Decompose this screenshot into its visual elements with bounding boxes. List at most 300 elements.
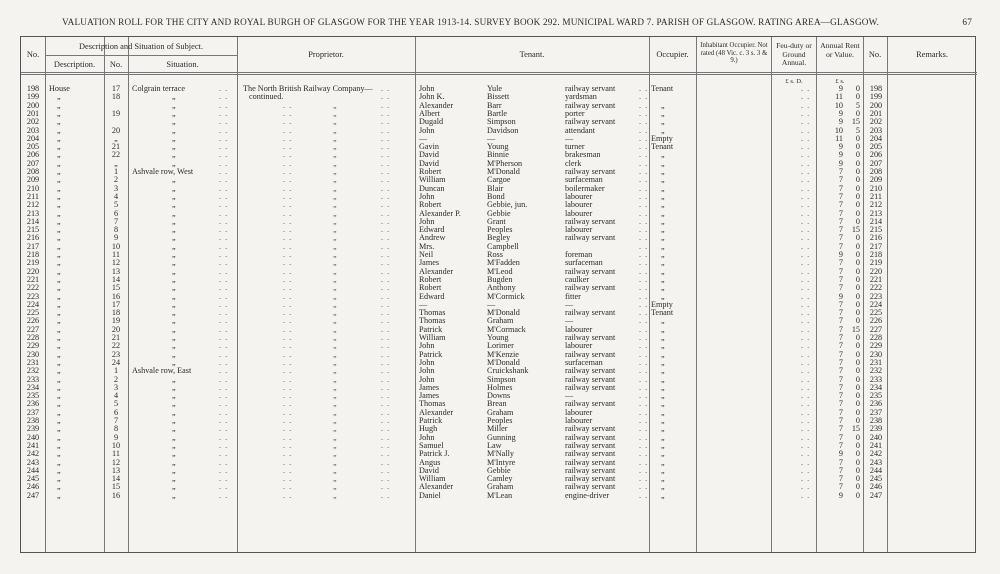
row-occupier: „	[661, 366, 665, 376]
row-occupier: Tenant	[651, 308, 674, 318]
leader-dots: . .	[801, 457, 811, 467]
row-pounds: 7	[838, 407, 843, 417]
table-row	[21, 492, 977, 500]
row-tenant-first-name: John	[419, 432, 435, 442]
leader-dots: . .	[219, 308, 229, 318]
row-tenant-surname: Gebbie	[487, 208, 511, 218]
row-shillings: 0	[855, 416, 860, 425]
row-situation: „	[172, 316, 176, 326]
leader-dots: . .	[219, 175, 229, 185]
row-occupier: „	[661, 341, 665, 351]
row-tenant-surname: M'Kenzie	[487, 349, 519, 359]
row-tenant-occupation: railway servant	[565, 167, 616, 176]
row-situation: „	[172, 299, 176, 309]
row-house-number: 15	[111, 283, 121, 293]
row-occupier: „	[661, 449, 665, 459]
row-no-right: 240	[869, 432, 883, 442]
row-tenant-first-name: Neil	[419, 250, 434, 259]
proprietor-ditto: „	[333, 158, 338, 168]
row-pounds: 7	[838, 283, 843, 293]
row-house-number: 2	[113, 175, 119, 185]
row-occupier: „	[661, 125, 665, 135]
leader-dots: . .	[219, 225, 229, 235]
row-tenant-surname: Cargoe	[487, 175, 511, 185]
row-situation: „	[172, 233, 176, 243]
col-tenant: Tenant.	[519, 50, 545, 59]
row-tenant-surname: Brean	[487, 399, 507, 409]
proprietor-ditto: . .	[283, 349, 293, 359]
row-shillings: 0	[855, 208, 860, 218]
leader-dots: . .	[381, 108, 391, 118]
row-occupier: „	[661, 333, 665, 342]
row-house-number: 3	[113, 382, 119, 392]
row-pounds: 7	[838, 308, 843, 318]
leader-dots: . .	[801, 100, 811, 110]
proprietor-ditto: . .	[283, 449, 293, 459]
leader-dots: . .	[639, 349, 649, 359]
row-tenant-surname: M'Lean	[487, 490, 513, 500]
leader-dots: . .	[801, 333, 811, 342]
leader-dots: . .	[219, 117, 229, 127]
proprietor-ditto: . .	[283, 490, 293, 500]
row-no-right: 220	[869, 266, 883, 276]
leader-dots: . .	[219, 241, 229, 251]
leader-dots: . .	[381, 233, 391, 243]
row-description: „	[57, 258, 61, 268]
row-tenant-surname: Downs	[487, 391, 511, 401]
row-description: „	[57, 424, 61, 434]
col-annual-units: £ s.	[835, 78, 845, 85]
row-shillings: 0	[855, 449, 860, 459]
row-description: „	[57, 167, 61, 176]
row-tenant-first-name: David	[419, 150, 440, 160]
row-situation: „	[172, 399, 176, 409]
row-tenant-surname: Holmes	[487, 382, 513, 392]
row-description: „	[57, 208, 61, 218]
proprietor-ditto: „	[333, 233, 338, 243]
proprietor-ditto: „	[333, 175, 338, 185]
row-tenant-occupation: surfaceman	[565, 357, 603, 367]
row-situation: „	[172, 432, 176, 442]
row-shillings: 0	[855, 233, 860, 243]
leader-dots: . .	[219, 407, 229, 417]
proprietor-ditto: . .	[283, 291, 293, 301]
leader-dots: . .	[219, 142, 229, 152]
row-no-right: 229	[869, 341, 883, 351]
row-situation: „	[172, 133, 176, 143]
row-pounds: 9	[838, 108, 843, 118]
row-tenant-occupation: railway servant	[565, 233, 616, 243]
row-situation: „	[172, 183, 176, 193]
row-pounds: 7	[838, 225, 843, 235]
row-shillings: 0	[855, 167, 860, 176]
row-no: 207	[26, 158, 40, 168]
row-no: 245	[26, 474, 40, 484]
row-no: 212	[26, 200, 40, 210]
leader-dots: . .	[801, 308, 811, 318]
leader-dots: . .	[801, 117, 811, 127]
row-situation: „	[172, 283, 176, 293]
proprietor-ditto: . .	[283, 424, 293, 434]
row-shillings: 0	[855, 133, 860, 143]
row-house-number: 21	[111, 333, 121, 342]
row-no-right: 222	[869, 283, 883, 293]
row-no: 230	[26, 349, 40, 359]
leader-dots: . .	[381, 333, 391, 342]
leader-dots: . .	[801, 266, 811, 276]
row-occupier: „	[661, 457, 665, 467]
proprietor-ditto: „	[333, 117, 338, 127]
row-tenant-surname: Graham	[487, 407, 514, 417]
row-no: 234	[26, 382, 40, 392]
proprietor-ditto: „	[333, 125, 338, 135]
row-pounds: 11	[835, 133, 843, 143]
col-no-right: No.	[868, 50, 882, 59]
proprietor-ditto: . .	[283, 416, 293, 425]
row-tenant-first-name: Edward	[419, 225, 445, 235]
row-no-right: 234	[869, 382, 883, 392]
row-occupier: „	[661, 225, 665, 235]
row-tenant-first-name: David	[419, 158, 440, 168]
leader-dots: . .	[381, 283, 391, 293]
leader-dots: . .	[801, 424, 811, 434]
leader-dots: . .	[381, 291, 391, 301]
proprietor-ditto: . .	[283, 324, 293, 334]
proprietor-ditto: „	[333, 474, 338, 484]
row-tenant-first-name: John	[419, 125, 435, 135]
row-no: 208	[26, 167, 40, 176]
row-tenant-occupation: labourer	[565, 407, 593, 417]
proprietor-ditto: „	[333, 341, 338, 351]
row-tenant-occupation: labourer	[565, 191, 593, 201]
row-pounds: 7	[838, 266, 843, 276]
row-no-right: 206	[869, 150, 883, 160]
row-shillings: 0	[855, 266, 860, 276]
proprietor-ditto: „	[333, 191, 338, 201]
row-description: „	[57, 457, 61, 467]
leader-dots: . .	[381, 225, 391, 235]
row-occupier: „	[661, 399, 665, 409]
row-pounds: 7	[838, 399, 843, 409]
row-description: „	[57, 482, 61, 492]
row-description: „	[57, 440, 61, 450]
leader-dots: . .	[639, 108, 649, 118]
row-house-number: 22	[111, 341, 121, 351]
leader-dots: . .	[381, 84, 391, 93]
row-house-number: 4	[113, 191, 119, 201]
row-shillings: 0	[855, 308, 860, 318]
proprietor-ditto: . .	[283, 233, 293, 243]
row-tenant-occupation: labourer	[565, 341, 593, 351]
proprietor-ditto: . .	[283, 258, 293, 268]
row-house-number: 12	[111, 258, 121, 268]
proprietor-ditto: . .	[283, 183, 293, 193]
leader-dots: . .	[219, 167, 229, 176]
row-tenant-first-name: Patrick J.	[419, 449, 450, 459]
leader-dots: . .	[219, 457, 229, 467]
row-tenant-surname: Simpson	[487, 374, 516, 384]
leader-dots: . .	[639, 299, 649, 309]
row-description: „	[57, 374, 61, 384]
row-no: 225	[26, 308, 40, 318]
leader-dots: . .	[381, 191, 391, 201]
leader-dots: . .	[801, 374, 811, 384]
row-tenant-surname: —	[487, 133, 496, 143]
leader-dots: . .	[381, 299, 391, 309]
row-house-number: 21	[111, 142, 121, 152]
proprietor-ditto: . .	[283, 108, 293, 118]
leader-dots: . .	[219, 299, 229, 309]
row-description: „	[57, 250, 61, 259]
row-house-number: 5	[113, 399, 119, 409]
row-no: 246	[26, 482, 40, 492]
row-shillings: 0	[855, 183, 860, 193]
leader-dots: . .	[801, 183, 811, 193]
row-no: 232	[26, 366, 40, 376]
leader-dots: . .	[639, 490, 649, 500]
proprietor-ditto: „	[333, 333, 338, 342]
row-tenant-occupation: engine-driver	[565, 490, 610, 500]
row-no-right: 204	[869, 133, 883, 143]
row-shillings: 0	[855, 274, 860, 284]
row-description: „	[57, 183, 61, 193]
row-tenant-first-name: Patrick	[419, 324, 443, 334]
leader-dots: . .	[639, 92, 649, 102]
leader-dots: . .	[219, 449, 229, 459]
row-tenant-surname: M'Leod	[487, 266, 513, 276]
row-pounds: 7	[838, 200, 843, 210]
row-tenant-surname: M'Donald	[487, 167, 520, 176]
row-pounds: 7	[838, 258, 843, 268]
leader-dots: . .	[381, 399, 391, 409]
row-no: 247	[26, 490, 40, 500]
leader-dots: . .	[639, 167, 649, 176]
leader-dots: . .	[381, 208, 391, 218]
row-description: „	[57, 216, 61, 226]
proprietor-ditto: „	[333, 416, 338, 425]
leader-dots: . .	[639, 191, 649, 201]
proprietor-ditto: . .	[283, 274, 293, 284]
leader-dots: . .	[381, 440, 391, 450]
row-tenant-first-name: Hugh	[419, 424, 438, 434]
row-tenant-surname: Ross	[487, 250, 503, 259]
row-no: 242	[26, 449, 40, 459]
leader-dots: . .	[801, 84, 811, 93]
row-pounds: 9	[838, 449, 843, 459]
leader-dots: . .	[801, 291, 811, 301]
col-remarks: Remarks.	[916, 50, 948, 59]
proprietor-ditto: . .	[283, 283, 293, 293]
row-no: 236	[26, 399, 40, 409]
proprietor-ditto: „	[333, 382, 338, 392]
row-tenant-first-name: John	[419, 366, 435, 376]
proprietor-ditto: „	[333, 374, 338, 384]
row-tenant-first-name: James	[419, 391, 440, 401]
leader-dots: . .	[639, 341, 649, 351]
row-tenant-surname: Law	[487, 440, 502, 450]
row-tenant-first-name: James	[419, 382, 440, 392]
row-tenant-occupation: railway servant	[565, 474, 616, 484]
row-description: „	[57, 324, 61, 334]
leader-dots: . .	[381, 258, 391, 268]
row-tenant-first-name: Angus	[419, 457, 441, 467]
row-tenant-surname: M'Donald	[487, 308, 520, 318]
row-no-right: 241	[869, 440, 883, 450]
row-description: „	[57, 175, 61, 185]
row-situation: „	[172, 117, 176, 127]
row-occupier: „	[661, 258, 665, 268]
row-no: 223	[26, 291, 40, 301]
row-pounds: 9	[838, 150, 843, 160]
row-house-number: 16	[111, 291, 121, 301]
row-no: 241	[26, 440, 40, 450]
row-no-right: 215	[869, 225, 883, 235]
row-occupier: „	[661, 357, 665, 367]
row-no: 203	[26, 125, 40, 135]
row-pounds: 9	[838, 84, 843, 93]
proprietor-ditto: „	[333, 366, 338, 376]
row-house-number: 5	[113, 200, 119, 210]
row-tenant-occupation: —	[565, 299, 574, 309]
row-shillings: 0	[855, 341, 860, 351]
row-tenant-surname: Campbell	[487, 241, 519, 251]
row-no: 235	[26, 391, 40, 401]
row-description: „	[57, 391, 61, 401]
leader-dots: . .	[801, 133, 811, 143]
row-no-right: 212	[869, 200, 883, 210]
row-pounds: 7	[838, 482, 843, 492]
row-no-right: 221	[869, 274, 883, 284]
row-shillings: 15	[851, 225, 860, 235]
row-tenant-occupation: —	[565, 316, 574, 326]
row-no-right: 238	[869, 416, 883, 425]
row-house-number: 17	[111, 84, 121, 93]
row-tenant-first-name: Thomas	[419, 308, 446, 318]
leader-dots: . .	[381, 250, 391, 259]
leader-dots: . .	[801, 366, 811, 376]
leader-dots: . .	[639, 440, 649, 450]
row-shillings: 15	[851, 324, 860, 334]
proprietor-ditto: . .	[283, 250, 293, 259]
leader-dots: . .	[801, 324, 811, 334]
row-tenant-occupation: boilermaker	[565, 183, 605, 193]
leader-dots: . .	[219, 92, 229, 102]
row-occupier: „	[661, 167, 665, 176]
row-situation: „	[172, 191, 176, 201]
proprietor-name: The North British Railway Company—	[243, 84, 373, 93]
row-description: House	[49, 84, 70, 93]
leader-dots: . .	[219, 233, 229, 243]
row-house-number: 12	[111, 457, 121, 467]
row-tenant-occupation: clerk	[565, 158, 582, 168]
row-description: „	[57, 150, 61, 160]
row-situation: „	[172, 108, 176, 118]
row-tenant-occupation: labourer	[565, 225, 593, 235]
leader-dots: . .	[381, 216, 391, 226]
row-pounds: 10	[834, 100, 843, 110]
row-shillings: 0	[855, 250, 860, 259]
row-situation: „	[172, 92, 176, 102]
row-situation: „	[172, 266, 176, 276]
leader-dots: . .	[219, 150, 229, 160]
proprietor-ditto: . .	[283, 208, 293, 218]
row-house-number: 7	[113, 216, 119, 226]
row-situation: „	[172, 225, 176, 235]
row-occupier: „	[661, 200, 665, 210]
row-tenant-surname: Yule	[487, 84, 503, 93]
row-description: „	[57, 100, 61, 110]
leader-dots: . .	[381, 341, 391, 351]
row-no-right: 228	[869, 333, 883, 342]
row-no: 213	[26, 208, 40, 218]
row-situation: „	[172, 258, 176, 268]
leader-dots: . .	[801, 449, 811, 459]
leader-dots: . .	[639, 233, 649, 243]
leader-dots: . .	[219, 100, 229, 110]
leader-dots: . .	[219, 108, 229, 118]
leader-dots: . .	[639, 84, 649, 93]
row-no-right: 214	[869, 216, 883, 226]
row-no: 198	[26, 84, 40, 93]
leader-dots: . .	[381, 200, 391, 210]
row-situation: „	[172, 216, 176, 226]
row-occupier: „	[661, 150, 665, 160]
row-no: 224	[26, 299, 40, 309]
col-feu-duty: Feu-duty or Ground Annual.	[776, 41, 812, 67]
leader-dots: . .	[219, 465, 229, 475]
row-shillings: 0	[855, 142, 860, 152]
col-description-group: Description and Situation of Subject.	[79, 42, 203, 51]
row-description: „	[57, 283, 61, 293]
proprietor-ditto: . .	[283, 158, 293, 168]
proprietor-ditto: „	[333, 440, 338, 450]
leader-dots: . .	[381, 117, 391, 127]
leader-dots: . .	[381, 357, 391, 367]
leader-dots: . .	[219, 258, 229, 268]
leader-dots: . .	[801, 416, 811, 425]
row-occupier: „	[661, 266, 665, 276]
row-situation: „	[172, 374, 176, 384]
leader-dots: . .	[639, 432, 649, 442]
leader-dots: . .	[381, 316, 391, 326]
row-no-right: 237	[869, 407, 883, 417]
row-situation: „	[172, 482, 176, 492]
row-occupier: „	[661, 440, 665, 450]
leader-dots: . .	[381, 349, 391, 359]
row-occupier: „	[661, 100, 665, 110]
row-pounds: 7	[838, 382, 843, 392]
leader-dots: . .	[219, 183, 229, 193]
row-tenant-occupation: labourer	[565, 208, 593, 218]
row-no: 204	[26, 133, 40, 143]
leader-dots: . .	[219, 158, 229, 168]
row-occupier: Empty	[651, 133, 673, 143]
leader-dots: . .	[639, 366, 649, 376]
leader-dots: . .	[219, 291, 229, 301]
leader-dots: . .	[801, 382, 811, 392]
proprietor-ditto: „	[333, 299, 338, 309]
row-description: „	[57, 349, 61, 359]
row-shillings: 0	[855, 357, 860, 367]
row-tenant-occupation: railway servant	[565, 283, 616, 293]
proprietor-ditto: „	[333, 283, 338, 293]
leader-dots: . .	[381, 474, 391, 484]
row-situation: „	[172, 324, 176, 334]
row-shillings: 0	[855, 316, 860, 326]
proprietor-ditto: . .	[283, 382, 293, 392]
row-shillings: 0	[855, 457, 860, 467]
row-situation: „	[172, 382, 176, 392]
